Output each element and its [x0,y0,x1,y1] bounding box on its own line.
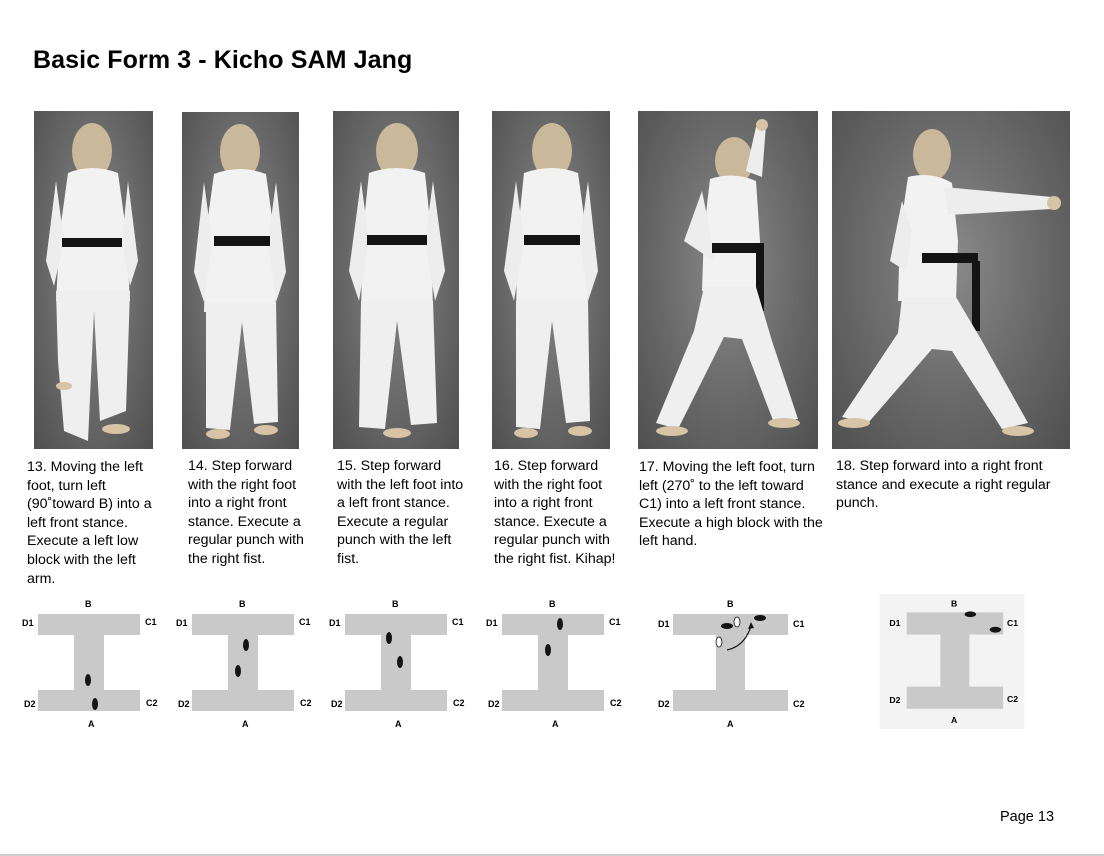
diagram-step-16 [482,594,632,729]
page-number: Page 13 [1000,809,1055,825]
diagram-step-13 [18,594,168,729]
step-14-text: 14. Step forward with the right foot into a right front stance. Execute a regular punch with the right fist. [188,458,304,567]
svg-text:C2: C2 [610,698,622,708]
photo-step-13 [34,111,153,449]
svg-text:D1: D1 [889,617,901,628]
svg-text:C2: C2 [300,698,312,708]
svg-text:D2: D2 [889,694,901,705]
svg-text:C1: C1 [1006,617,1019,628]
figure-back-view-icon [492,111,610,449]
step-15-text: 15. Step forward with the left foot into a left front stance. Execute a regular punch with the left fist. [337,458,464,567]
svg-text:A: A [88,719,95,729]
svg-text:A: A [951,715,958,726]
svg-text:D2: D2 [488,699,500,709]
figure-back-view-icon [182,112,299,449]
svg-text:D2: D2 [24,699,36,709]
svg-text:A: A [727,719,734,729]
page-title: Basic Form 3 - Kicho SAM Jang [33,46,413,74]
photo-step-15 [333,111,459,449]
svg-text:C1: C1 [299,617,311,627]
step-13-text: 13. Moving the left foot, turn left (90˚toward B) into a left front stance. Execute a left low block with the left arm. [27,459,152,587]
step-17-text: 17. Moving the left foot, turn left (270˚ to the left toward C1) into a left front stance. Execute a high block with the left hand. [639,459,823,550]
svg-text:C1: C1 [793,619,805,629]
svg-text:D1: D1 [22,618,34,628]
svg-text:D2: D2 [658,699,670,709]
figure-high-block-icon [638,111,818,449]
svg-text:C1: C1 [145,617,157,627]
svg-text:D1: D1 [329,618,341,628]
diagram-step-14 [172,594,322,729]
svg-text:A: A [395,719,402,729]
diagram-step-15 [325,594,475,729]
svg-text:B: B [951,598,958,609]
photo-step-17 [638,111,818,449]
svg-text:B: B [549,599,556,609]
figure-back-view-icon [333,111,459,449]
svg-text:C2: C2 [1006,694,1019,704]
photo-step-14 [182,112,299,449]
svg-text:A: A [552,719,559,729]
svg-text:D1: D1 [176,618,188,628]
svg-text:D2: D2 [178,699,190,709]
svg-text:C1: C1 [609,617,621,627]
svg-text:B: B [392,599,399,609]
photo-step-16 [492,111,610,449]
svg-text:C2: C2 [453,698,465,708]
step-18-text: 18. Step forward into a right front stance and execute a right regular punch. [836,458,1051,512]
figure-back-view-icon [34,111,153,449]
svg-text:B: B [239,599,246,609]
svg-text:A: A [242,719,249,729]
svg-text:C1: C1 [452,617,464,627]
svg-text:C2: C2 [793,699,805,709]
photo-step-18 [832,111,1070,449]
diagram-step-18 [877,594,1027,729]
svg-text:B: B [85,599,92,609]
svg-text:D2: D2 [331,699,343,709]
figure-front-punch-icon [832,111,1070,449]
diagram-step-17 [653,594,803,729]
svg-text:C2: C2 [146,698,158,708]
svg-text:D1: D1 [486,618,498,628]
step-16-text: 16. Step forward with the right foot into a right front stance. Execute a regular punch with the right fist. Kihap! [494,458,616,567]
svg-text:D1: D1 [658,619,670,629]
svg-text:B: B [727,599,734,609]
